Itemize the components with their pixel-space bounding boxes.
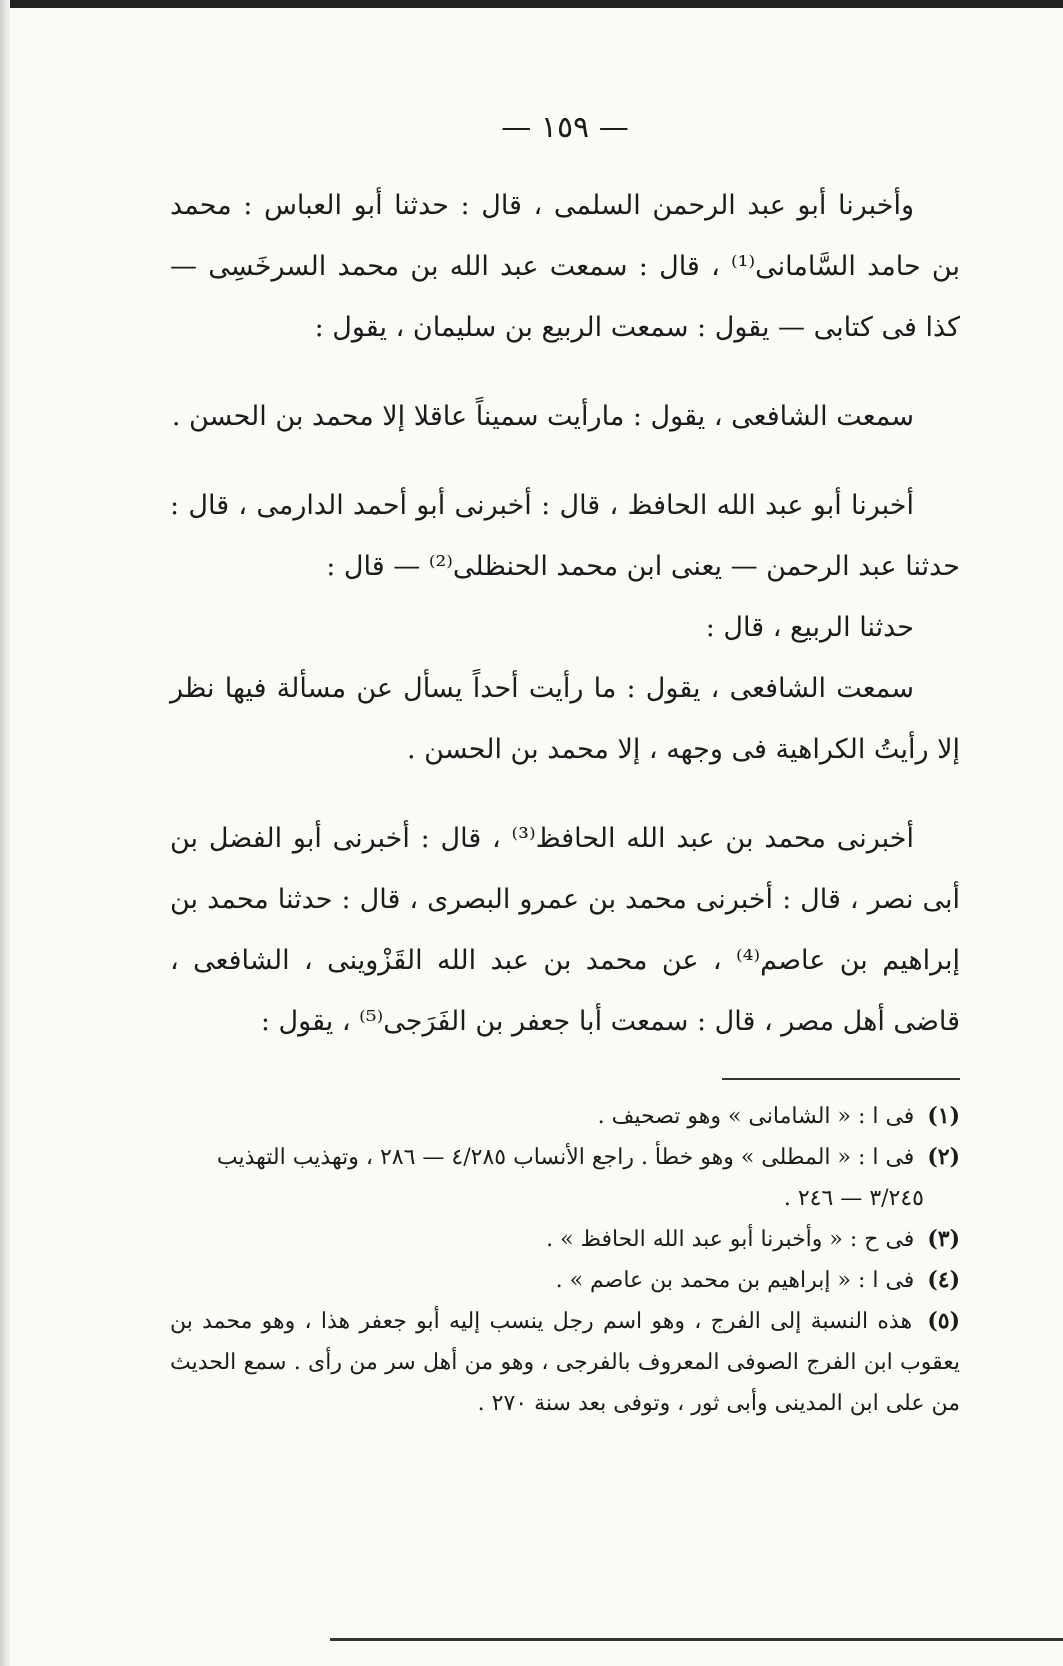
paragraph-1: وأخبرنا أبو عبد الرحمن السلمى ، قال : حدثنا أبو العباس : محمد بن حامد السَّامانى⁽¹⁾ ، قال : سمعت عبد الله بن محمد السرخَسِى — كذا فى كتابى — يقول : سمعت الربيع بن سليمان ، يقول :	[170, 190, 960, 343]
footnote-text: فى ا : « الشامانى » وهو تصحيف .	[597, 1104, 915, 1129]
footnote-number: (٢)	[927, 1144, 960, 1170]
paragraph-5: سمعت الشافعى ، يقول : ما رأيت أحداً يسأل عن مسألة فيها نظر إلا رأيتُ الكراهية فى وجهه ، إلا محمد بن الحسن .	[170, 673, 960, 765]
footnote-text: فى ا : « المطلى » وهو خطأ . راجع الأنساب ٤/٢٨٥ — ٢٨٦ ، وتهذيب التهذيب	[216, 1145, 915, 1170]
footnotes	[170, 1096, 960, 1424]
footnote-number: (١)	[927, 1103, 960, 1129]
footnote-2	[170, 1137, 960, 1219]
footnote-text: هذه النسبة إلى الفرج ، وهو اسم رجل ينسب إليه أبو جعفر هذا ، وهو محمد بن يعقوب ابن الفرج الصوفى المعروف بالفرجى ، وهو من أهل سر من رأى . سمع الحديث من على ابن المدينى وأبى ثور ، وتوفى بعد سنة ٢٧٠ .	[170, 1309, 960, 1416]
footnote-5	[170, 1301, 960, 1424]
footnote-text: فى ا : « إبراهيم بن محمد بن عاصم » .	[555, 1268, 915, 1293]
footnote-3	[170, 1219, 960, 1260]
paragraph-3: أخبرنا أبو عبد الله الحافظ ، قال : أخبرنى أبو أحمد الدارمى ، قال : حدثنا عبد الرحمن — يعنى ابن محمد الحنظلى⁽²⁾ — قال :	[170, 490, 960, 582]
page-left-edge	[0, 0, 10, 1666]
page-number: — ١٥٩ —	[501, 110, 629, 145]
footnote-continuation: ٣/٢٤٥ — ٢٤٦ .	[783, 1186, 924, 1211]
footnote-1	[170, 1096, 960, 1137]
page-top-edge	[0, 0, 1063, 8]
paragraph-6: أخبرنى محمد بن عبد الله الحافظ⁽³⁾ ، قال : أخبرنى أبو الفضل بن أبى نصر ، قال : أخبرنى محمد بن عمرو البصرى ، قال : حدثنا محمد بن إبراهيم بن عاصم⁽⁴⁾ ، عن محمد بن عبد الله القَزْوينى ، الشافعى ، قاضى أهل مصر ، قال : سمعت أبا جعفر بن الفَرَجى⁽⁵⁾ ، يقول :	[170, 823, 960, 1037]
footnote-text: فى ح : « وأخبرنا أبو عبد الله الحافظ » .	[546, 1227, 915, 1252]
paragraph-2: سمعت الشافعى ، يقول : مارأيت سميناً عاقلا إلا محمد بن الحسن .	[171, 401, 914, 432]
book-page	[170, 110, 960, 1424]
footnote-number: (٤)	[927, 1267, 960, 1293]
footnote-number: (٣)	[927, 1226, 960, 1252]
footnote-divider	[722, 1078, 960, 1080]
footnote-number: (٥)	[927, 1308, 960, 1334]
footnote-4	[170, 1260, 960, 1301]
paragraph-4: حدثنا الربيع ، قال :	[705, 612, 914, 643]
page-bottom-edge	[330, 1638, 1063, 1641]
